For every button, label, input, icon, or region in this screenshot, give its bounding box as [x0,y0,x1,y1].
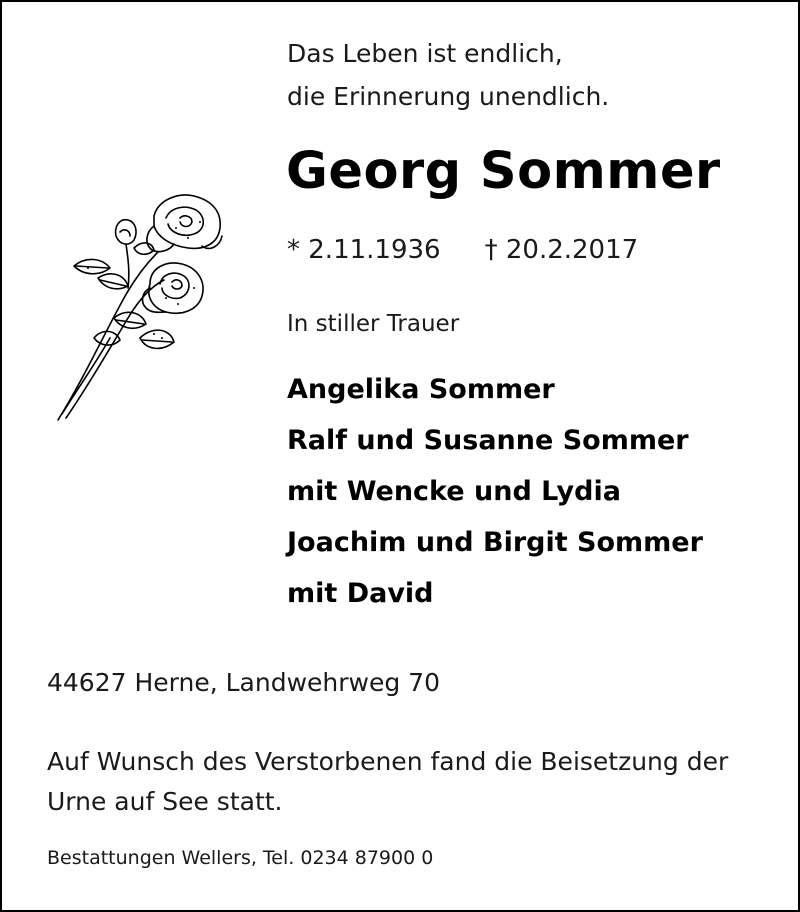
remark-line-1: Auf Wunsch des Verstorbenen fand die Beisetzung der [47,747,729,776]
mourner-line: Angelika Sommer [287,374,555,405]
remark-line-2: Urne auf See statt. [47,787,283,816]
mourner-line: mit Wencke und Lydia [287,476,621,507]
quote-line-2: die Erinnerung unendlich. [287,82,610,111]
mourner-line: mit David [287,578,434,609]
mourner-line: Ralf und Susanne Sommer [287,425,689,456]
quote [287,32,609,118]
mourners-list [287,364,703,619]
quote-line-1: Das Leben ist endlich, [287,39,563,68]
mourner-line: Joachim und Birgit Sommer [287,527,703,558]
birth-date: * 2.11.1936 [287,235,441,265]
death-date: † 20.2.2017 [484,235,639,265]
deceased-name: Georg Sommer [286,142,721,201]
undertaker-contact: Bestattungen Wellers, Tel. 0234 87900 0 [47,847,434,869]
mourning-intro: In stiller Trauer [287,311,460,337]
rose-icon [54,188,229,424]
burial-remark [47,742,728,822]
life-dates [287,235,638,265]
address: 44627 Herne, Landwehrweg 70 [47,668,440,697]
